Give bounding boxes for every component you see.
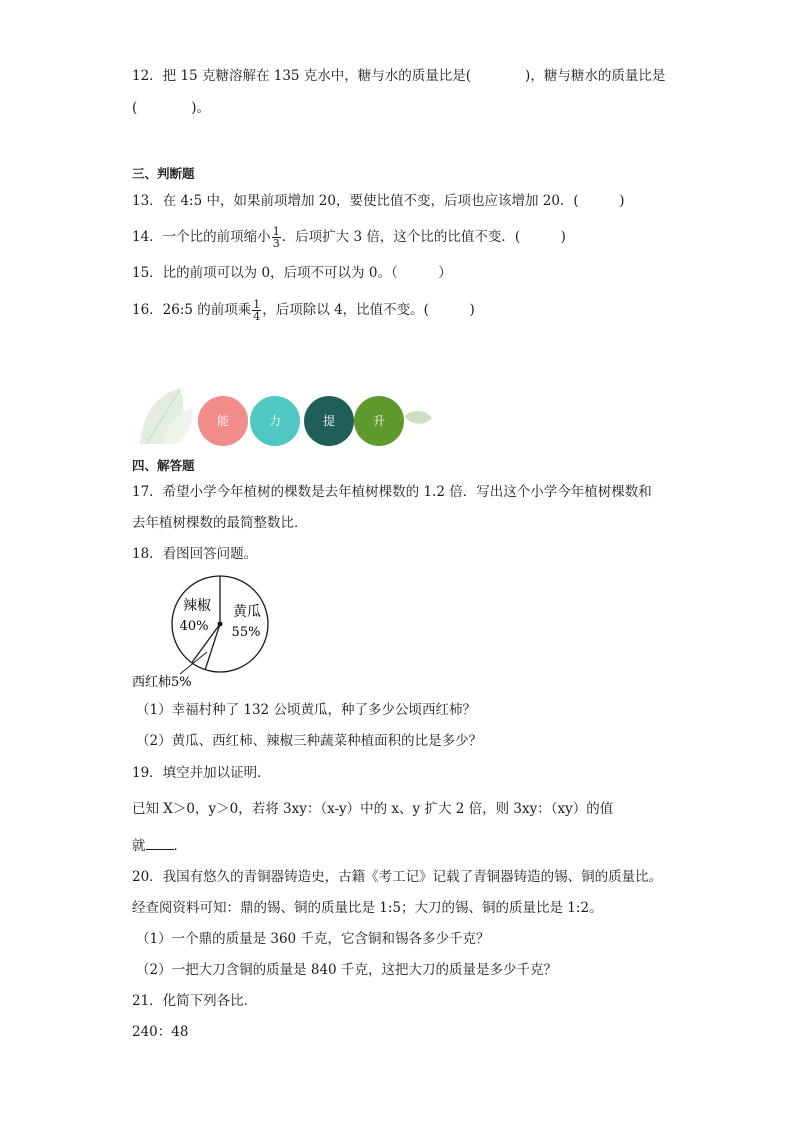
ability-banner bbox=[136, 386, 436, 446]
q19-line2-pre: 就 bbox=[132, 838, 146, 854]
answer-blank bbox=[146, 835, 174, 850]
q16-frac-num: 1 bbox=[253, 298, 261, 311]
q21-item: 240：48 bbox=[132, 1024, 189, 1040]
q16-fraction bbox=[252, 299, 261, 322]
q17-line2: 去年植树棵数的最简整数比． bbox=[132, 515, 308, 531]
q14-frac-den: 3 bbox=[272, 237, 280, 250]
q14-post: ．后项扩大 3 倍，这个比的比值不变．( ) bbox=[281, 229, 566, 245]
q12-line2: ( )。 bbox=[132, 100, 211, 116]
pie-value-cucumber: 55% bbox=[231, 625, 261, 640]
q16-frac-den: 4 bbox=[253, 310, 261, 323]
section-3-title: 三、判断题 bbox=[132, 166, 195, 181]
banner-circle-3: 提 bbox=[304, 396, 354, 446]
banner-circle-4: 升 bbox=[354, 396, 404, 446]
q18-stem: 18．看图回答问题。 bbox=[132, 546, 258, 562]
q16-post: ，后项除以 4，比值不变。( ) bbox=[262, 302, 475, 318]
q20-line2: 经查阅资料可知：鼎的锡、铜的质量比是 1:5；大刀的锡、铜的质量比是 1:2。 bbox=[132, 900, 603, 916]
q15: 15．比的前项可以为 0，后项不可以为 0。（ ） bbox=[132, 265, 452, 281]
pie-center-dot bbox=[218, 622, 223, 627]
pie-label-cucumber: 黄瓜 bbox=[233, 604, 261, 620]
q12-line1: 12．把 15 克糖溶解在 135 克水中，糖与水的质量比是( )，糖与糖水的质量比是 bbox=[132, 68, 666, 84]
q17-line1: 17．希望小学今年植树的棵数是去年植树棵数的 1.2 倍．写出这个小学今年植树棵数和 bbox=[132, 484, 652, 500]
q20-line1: 20．我国有悠久的青铜器铸造史，古籍《考工记》记载了青铜器铸造的锡、铜的质量比。 bbox=[132, 869, 663, 885]
banner-circle-1: 能 bbox=[198, 396, 248, 446]
q14 bbox=[132, 226, 566, 249]
q14-pre: 14．一个比的前项缩小 bbox=[132, 229, 271, 245]
q19-stem: 19．填空并加以证明． bbox=[132, 765, 271, 781]
q20-sub1: （1）一个鼎的质量是 360 千克，它含铜和锡各多少千克？ bbox=[136, 931, 490, 947]
q20-sub2: （2）一把大刀含铜的质量是 840 千克，这把大刀的质量是多少千克？ bbox=[136, 962, 557, 978]
pie-label-chili: 辣椒 bbox=[183, 598, 211, 614]
q18-sub2: （2）黄瓜、西红柿、辣椒三种蔬菜种植面积的比是多少？ bbox=[136, 733, 483, 749]
banner-circle-2: 力 bbox=[250, 396, 300, 446]
q13: 13．在 4:5 中，如果前项增加 20，要使比值不变，后项也应该增加 20．( ) bbox=[132, 193, 625, 209]
q16 bbox=[132, 299, 475, 322]
q18-sub1: （1）幸福村种了 132 公顷黄瓜，种了多少公顷西红柿？ bbox=[136, 702, 476, 718]
q16-pre: 16．26:5 的前项乘 bbox=[132, 302, 252, 318]
pie-label-tomato: 西红柿5% bbox=[132, 675, 192, 690]
q19-line2-post: ． bbox=[173, 838, 187, 854]
q19-line2 bbox=[132, 835, 187, 856]
q21-stem: 21．化简下列各比． bbox=[132, 993, 258, 1009]
pie-chart bbox=[132, 568, 282, 693]
q14-frac-num: 1 bbox=[272, 225, 280, 238]
section-4-title: 四、解答题 bbox=[132, 458, 195, 473]
q14-fraction bbox=[272, 226, 281, 249]
q19-line1: 已知 X＞0，y＞0，若将 3xy：（x-y）中的 x、y 扩大 2 倍，则 3xy：（xy）的值 bbox=[132, 801, 614, 817]
pie-value-chili: 40% bbox=[179, 619, 209, 634]
